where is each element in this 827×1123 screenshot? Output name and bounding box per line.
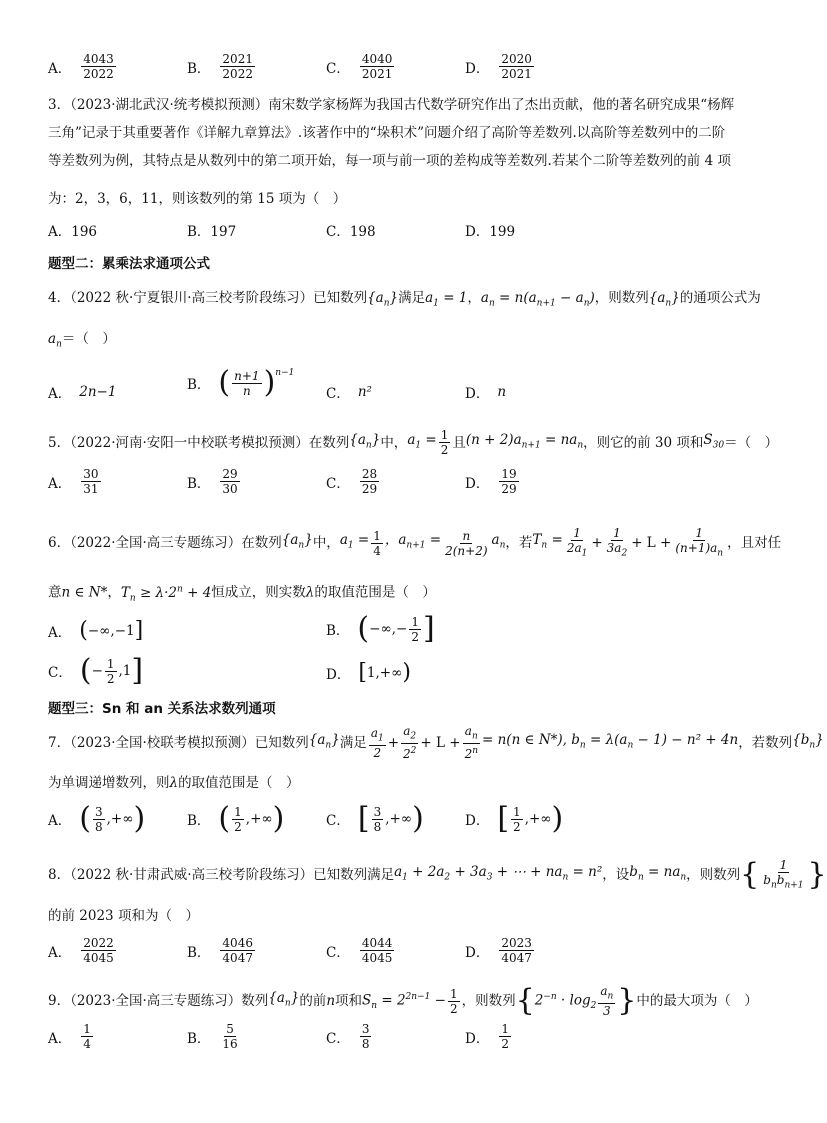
q7-option-d: D． [ $\frac{1}{2}$ ,+∞ )	[465, 801, 564, 836]
q4-option-d	[465, 382, 506, 402]
q2-option-c	[326, 52, 396, 81]
q5-option-b-den: 30	[222, 482, 238, 496]
q9-option-b-letter: B．	[187, 1030, 211, 1047]
q4-suffix: 的通项公式为	[679, 290, 761, 306]
q4-line-1	[48, 288, 761, 314]
q5-option-b	[187, 467, 242, 496]
q7-line-1: 7．（2023·全国·校联考模拟预测）已知数列 $\{a_n\}$ 满足 $\frac{a_1}{2}$ + $\frac{a_2}{2^2}$ + L + $\frac{a_n}{2^n}$ = n(n ∈ N*), $b_n = \lambda(a_n - 1) - n^2 + 4n$ ，若数列 $\{b_n\}$	[48, 724, 824, 762]
q2-option-a-den: 2022	[83, 67, 114, 81]
q6-mid2: ，若	[505, 535, 533, 552]
q5-option-c-den: 29	[361, 482, 378, 496]
q9-mid1: 的前	[299, 993, 327, 1010]
q5-option-a-letter: A．	[48, 475, 72, 492]
q5-prefix: 5．（2022·河南·安阳一中校联考模拟预测）在数列	[48, 434, 350, 451]
q6-line-2: 意n ∈ N*，$T_n \ge \lambda\cdot 2^n + 4$恒成立，则实数λ的取值范围是（ ）	[48, 584, 436, 604]
q9-option-d-num: 1	[501, 1022, 509, 1036]
q4-option-c-text: n²	[357, 384, 372, 400]
q7-option-c: C． [ $\frac{3}{8}$ ,+∞ )	[326, 801, 424, 836]
q2-option-d-num: 2020	[501, 52, 532, 66]
q2-option-b-letter: B．	[187, 60, 211, 77]
q7-prefix: 7．（2023·全国·校联考模拟预测）已知数列	[48, 734, 309, 751]
q7-mid1: 满足	[339, 734, 367, 751]
q6-option-c: C． ( − $\frac{1}{2}$ ,1 ]	[48, 653, 144, 688]
q8-line-1: 8．（2022 秋·甘肃武威·高三校考阶段练习）已知数列满足 $a_1 + 2a_2 + 3a_3$ + ⋯ + $na_n = n^2$ ，设 $b_n = na_n$ ，则数列 { $\frac{1}{b_nb_{n+1}}$ }	[48, 857, 827, 893]
q7-option-a-letter: A．	[48, 813, 72, 829]
q8-option-b	[187, 936, 257, 965]
q5-option-c-letter: C．	[326, 475, 350, 492]
q2-option-b-den: 2022	[222, 67, 253, 81]
q2-option-a-num: 4043	[83, 52, 114, 66]
q8-option-c-den: 4045	[361, 951, 393, 965]
q9-line-1: 9．（2023·全国·高三专题练习）数列 $\{a_n\}$ 的前 n 项和 $S_n = 2^{2n-1}$ − $\frac{1}{2}$ ，则数列 { $2^{-n} \cdot \log_2$ $\frac{a_n}{3}$ } 中的最大项为（ ）	[48, 983, 758, 1019]
q4-option-a	[48, 382, 116, 402]
q5-option-c-num: 28	[361, 467, 378, 481]
q4-option-b-num: n+1	[234, 368, 260, 383]
q4-seq: $\{a_n\}$	[367, 290, 399, 309]
q8-option-d-den: 4047	[501, 951, 532, 965]
q5-option-b-num: 29	[222, 467, 238, 481]
q7-line2b: 的取值范围是（ ）	[178, 775, 300, 791]
q4-mid1: 满足	[398, 290, 426, 306]
q8-option-c	[326, 936, 396, 965]
q4-option-b-letter: B．	[187, 377, 211, 393]
q6-line2a: 意	[48, 584, 62, 601]
q3-option-c: C．198	[326, 224, 376, 240]
q3-line-2: 三角”记录于其重要著作《详解九章算法》.该著作中的“垛积术”问题介绍了高阶等差数列.以高阶等差数列中的二阶	[48, 125, 726, 141]
q5-option-a	[48, 467, 103, 496]
q5-mid2: 且	[452, 434, 466, 451]
q7-line2: 为单调递增数列，则	[48, 775, 170, 791]
q6-line-1: 6．（2022·全国·高三专题练习）在数列 $\{a_n\}$ 中， $a_1$ = $\frac{1}{4}$ ，$a_{n+1}$ = $\frac{n}{2(n+2)}$ $a_n$ ，若 $T_n$ = $\frac{1}{2a_1}$ + $\frac{1}{3a_2}$ + L + $\frac{1}{(n+1)a_n}$ ，且对任	[48, 526, 782, 559]
q9-option-c-den: 8	[361, 1037, 370, 1051]
q2-option-d	[465, 52, 536, 81]
q3-option-a: A．196	[48, 224, 98, 240]
q5-option-a-den: 31	[83, 482, 99, 496]
q8-mid2: ，则数列	[686, 867, 741, 884]
q6-option-c-letter: C．	[48, 665, 72, 681]
q4-line-2	[48, 329, 116, 355]
q6-mid1: 中，	[312, 535, 340, 552]
q9-option-a-letter: A．	[48, 1030, 72, 1047]
q3-line-4: 为：2，3，6，11，则该数列的第 15 项为（ ）	[48, 191, 347, 207]
q8-option-b-letter: B．	[187, 944, 211, 961]
q5-option-d-den: 29	[501, 482, 517, 496]
q4-option-b-den: n	[242, 383, 251, 398]
q2-option-c-num: 4040	[361, 52, 393, 66]
q5-option-b-letter: B．	[187, 475, 211, 492]
section-heading-2: 题型二：累乘法求通项公式	[48, 256, 210, 272]
q8-option-b-den: 4047	[222, 951, 253, 965]
q4-option-b: B． ( $\frac{n+1}{n}$ ) $^{n-1}$	[187, 365, 295, 400]
q6-option-a: A． ( −∞,−1 ]	[48, 618, 144, 643]
q8-option-b-num: 4046	[222, 936, 253, 950]
q2-option-d-den: 2021	[501, 67, 532, 81]
q9-option-a	[48, 1022, 95, 1051]
q5-suffix: ＝（ ）	[724, 434, 779, 451]
q9-option-c	[326, 1022, 373, 1051]
q7-mid2: ，若数列	[738, 734, 793, 751]
q5-option-d-letter: D．	[465, 475, 490, 492]
q9-mid2: 项和	[335, 993, 363, 1010]
q4-line2: ＝（ ）	[61, 331, 116, 347]
section-heading-3: 题型三：Sn 和 an 关系法求数列通项	[48, 701, 276, 717]
q7-option-d-letter: D．	[465, 813, 490, 829]
q7-option-b-letter: B．	[187, 813, 211, 829]
q9-option-a-num: 1	[83, 1022, 91, 1036]
q6-prefix: 6．（2022·全国·高三专题练习）在数列	[48, 535, 282, 552]
q6-line2d: 的取值范围是（ ）	[314, 584, 436, 601]
q7-line-2: 为单调递增数列，则λ的取值范围是（ ）	[48, 775, 300, 791]
q4-recur: $a_n = n(a_{n+1} - a_n)$	[480, 290, 595, 309]
q5-option-a-num: 30	[83, 467, 99, 481]
q5-option-d	[465, 467, 521, 496]
q8-line-2: 的前 2023 项和为（ ）	[48, 908, 199, 924]
q6-option-b: B． ( −∞,− $\frac{1}{2}$ ]	[326, 611, 435, 646]
q9-option-d-den: 2	[501, 1037, 509, 1051]
q9-option-b	[187, 1022, 242, 1051]
q9-option-c-letter: C．	[326, 1030, 350, 1047]
q7-option-a: A． ( $\frac{3}{8}$ ,+∞ )	[48, 801, 146, 836]
q9-prefix: 9．（2023·全国·高三专题练习）数列	[48, 993, 269, 1010]
q9-mid3: ，则数列	[461, 993, 516, 1010]
q5-mid3: ，则它的前 30 项和	[583, 434, 704, 451]
q5-line-1: 5．（2022·河南·安阳一中校联考模拟预测）在数列 $\{a_n\}$ 中， $a_1$ = $\frac{1}{2}$ 且 $(n + 2)a_{n+1} = na_n$ ，则它的前 30 项和 $S_{30}$ ＝（ ）	[48, 428, 779, 457]
q9-option-a-den: 4	[83, 1037, 91, 1051]
q8-option-c-num: 4044	[361, 936, 393, 950]
q8-option-c-letter: C．	[326, 944, 350, 961]
q4-a1: $a_1 = 1$	[425, 290, 468, 309]
q4-option-d-letter: D．	[465, 386, 490, 402]
q4-mid2: ，	[467, 290, 481, 306]
q4-option-a-letter: A．	[48, 386, 72, 402]
q4-option-a-text: 2n−1	[79, 384, 117, 400]
q2-option-d-letter: D．	[465, 60, 490, 77]
q8-option-d	[465, 936, 536, 965]
q9-option-d-letter: D．	[465, 1030, 490, 1047]
q8-option-a-letter: A．	[48, 944, 72, 961]
q5-option-c	[326, 467, 381, 496]
q6-suffix: ，且对任	[727, 535, 782, 552]
q6-line2b: ，	[107, 584, 121, 601]
q6-option-b-letter: B．	[326, 623, 350, 639]
q9-option-b-num: 5	[226, 1022, 234, 1036]
q4-seq2: $\{a_n\}$	[648, 290, 680, 309]
q3-option-d: D．199	[465, 224, 516, 240]
q4-prefix: 4．（2022 秋·宁夏银川·高三校考阶段练习）已知数列	[48, 290, 368, 306]
q8-option-a-den: 4045	[83, 951, 114, 965]
q4-option-c	[326, 382, 372, 402]
q2-option-b-num: 2021	[222, 52, 253, 66]
q9-suffix: 中的最大项为（ ）	[636, 993, 758, 1010]
q9-option-c-num: 3	[361, 1022, 370, 1036]
q6-option-d-letter: D．	[326, 667, 351, 683]
q7-option-b: B． ( $\frac{1}{2}$ ,+∞ )	[187, 801, 285, 836]
q3-line-1: 3．（2023·湖北武汉·统考模拟预测）南宋数学家杨辉为我国古代数学研究作出了杰出贡献，他的著名研究成果“杨辉	[48, 97, 735, 113]
q5-mid1: 中，	[380, 434, 408, 451]
q8-mid1: ，设	[602, 867, 630, 884]
q4-an: $a_n$	[48, 331, 62, 350]
q8-option-a	[48, 936, 118, 965]
q8-option-a-num: 2022	[83, 936, 114, 950]
q4-mid3: ，则数列	[594, 290, 649, 306]
q4-option-d-text: n	[497, 384, 507, 400]
q6-option-a-letter: A．	[48, 625, 72, 641]
q2-option-c-letter: C．	[326, 60, 350, 77]
q8-prefix: 8．（2022 秋·甘肃武威·高三校考阶段练习）已知数列满足	[48, 867, 395, 884]
q4-option-c-letter: C．	[326, 386, 350, 402]
q6-option-d: D． [ 1,+∞ )	[326, 660, 411, 685]
q2-option-a-letter: A．	[48, 60, 72, 77]
q8-option-d-letter: D．	[465, 944, 490, 961]
q9-option-b-den: 16	[222, 1037, 238, 1051]
q2-option-a	[48, 52, 118, 81]
q7-option-c-letter: C．	[326, 813, 350, 829]
q2-option-b	[187, 52, 257, 81]
q2-option-c-den: 2021	[361, 67, 393, 81]
q8-option-d-num: 2023	[501, 936, 532, 950]
q6-line2c: 恒成立，则实数	[211, 584, 306, 601]
q3-option-b: B．197	[187, 224, 237, 240]
q9-option-d	[465, 1022, 513, 1051]
q5-option-d-num: 19	[501, 467, 517, 481]
q3-line-3: 等差数列为例，其特点是从数列中的第二项开始，每一项与前一项的差构成等差数列.若某个二阶等差数列的前 4 项	[48, 153, 731, 169]
